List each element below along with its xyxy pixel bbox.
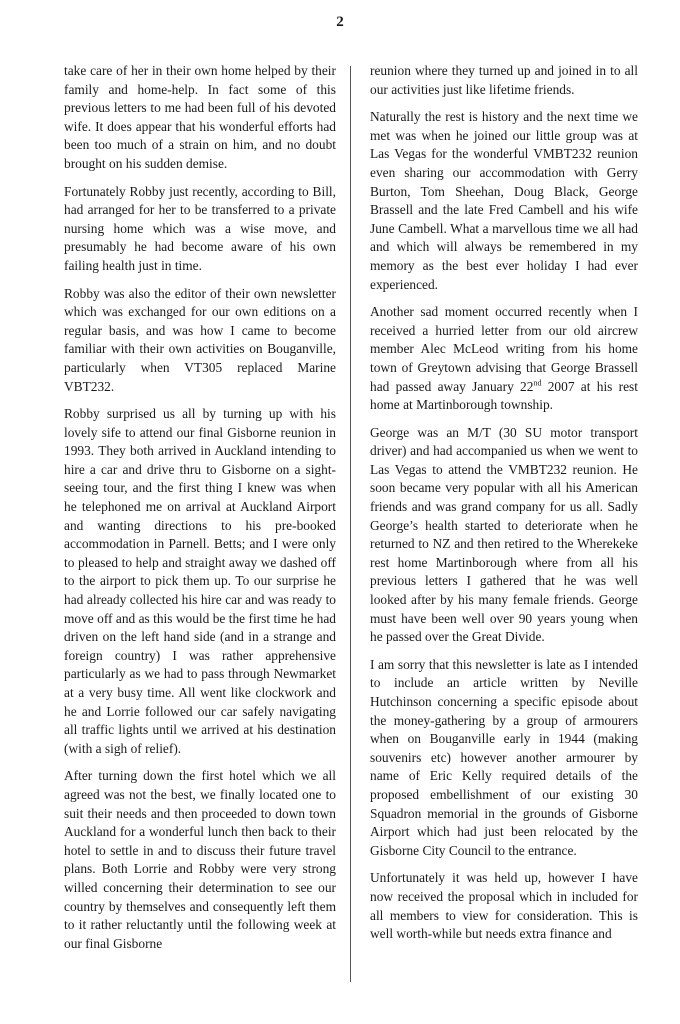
page-number: 2 [336,14,344,30]
ordinal-suffix: nd [533,378,542,388]
paragraph: Unfortunately it was held up, however I have now received the proposal which in included for all members to view for consideration. This is well worth-while but needs extra finance and [370,870,638,942]
paragraph-text: 2007 at his rest home at Martinborough township. [370,378,638,413]
paragraph: Robby was also the editor of their own newsletter which was exchanged for our own editions on a regular basis, and was how I came to become familiar with their own activities on Bouganville, particularly when VT305 replaced Marine VBT232. [64,285,336,394]
left-column [64,62,336,962]
right-column [370,62,638,953]
paragraph: I am sorry that this newsletter is late as I intended to include an article written by Neville Hutchinson concerning a specific episode about the money-gathering by a group of armourers when on Bouganville early in 1944 (making souvenirs etc) however another armourer by name of Eric Kelly required details of the proposed embellishment of our existing 30 Squadron memorial in the grounds of Gisborne Airport which had just been relocated by the Gisborne City Council to the entrance. [370,656,638,858]
paragraph: Naturally the rest is history and the next time we met was when he joined our little group was at Las Vegas for the wonderful VMBT232 reunion even sharing our accommodation with Gerry Burton, Tom Sheehan, Doug Black, George Brassell and the late Fred Cambell and his wife June Cambell. What a marvellous time we all had and which will always be remembered in my memory as the best ever holiday I had ever experienced. [370,109,638,292]
paragraph: Robby surprised us all by turning up with his lovely sife to attend our final Gisborne reunion in 1993. They both arrived in Auckland intending to hire a car and drive thru to Gisborne on a sight-seeing tour, and the first thing I knew was when he telephoned me on arrival at Auckland Airport and wanting directions to his pre-booked accommodation in Parnell. Betts; and I were only to pleased to help and straight away we dashed off to the airport to pick them up. To our surprise he had already collected his hire car and was ready to move off and as this would be the first time he had driven on the left hand side (and in a strange and foreign country) I was rather apprehensive particularly as we had to pass through Newmarket at a very busy time. All went like clockwork and he and Lorrie followed our car safely navigating all traffic lights until we arrived at his destination (with a sigh of relief). [64,406,336,756]
column-divider [350,66,351,982]
paragraph: After turning down the first hotel which we all agreed was not the best, we finally located one to suit their needs and then proceeded to down town Auckland for a wonderful lunch then back to their hotel to settle in and to discuss their future travel plans. Both Lorrie and Robby were very strong willed concerning their determination to see our country by themselves and consequently left them to it rather reluctantly until the following week at our final Gisborne [64,768,336,951]
paragraph: take care of her in their own home helped by their family and home-help. In fact some of this previous letters to me had been full of his devoted wife. It does appear that his wonderful efforts had been too much of a strain on him, and no doubt brought on his sudden demise. [64,63,336,171]
paragraph: George was an M/T (30 SU motor transport driver) and had accompanied us when we went to Las Vegas to attend the VMBT232 reunion. He soon became very popular with all his American friends and was grand company for us all. Sadly George’s health started to deteriorate when he returned to NZ and then retired to the Wherekeke rest home Martinborough where from all his previous letters I gathered that he was well looked after by his many female friends. George must have been well over 90 years young when he passed over the Great Divide. [370,424,638,645]
paragraph: Fortunately Robby just recently, according to Bill, had arranged for her to be transferred to a private nursing home which was a wise move, and presumably he had become aware of his own failing health just in time. [64,183,336,273]
paragraph-text: Another sad moment occurred recently when I received a hurried letter from our old aircrew member Alec McLeod writing from his home town of Greytown advising that George Brassell had passed away January 22 [370,304,638,394]
paragraph [370,303,638,415]
paragraph: reunion where they turned up and joined in to all our activities just like lifetime friends. [370,63,638,97]
